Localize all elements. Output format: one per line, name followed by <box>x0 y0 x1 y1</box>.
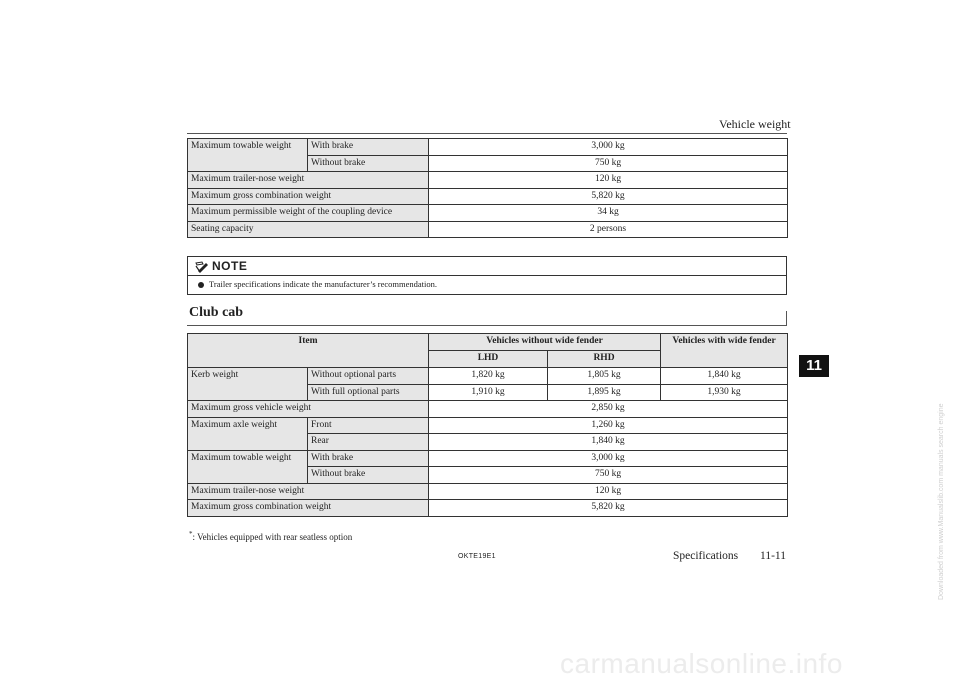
table-row <box>188 483 788 500</box>
row-label: Seating capacity <box>188 221 429 238</box>
row-sublabel: Rear <box>308 434 429 451</box>
note-item <box>198 279 437 289</box>
table-row <box>188 172 788 189</box>
row-label: Maximum axle weight <box>188 417 308 450</box>
row-label: Maximum trailer-nose weight <box>188 172 429 189</box>
watermark-text: carmanualsonline.info <box>560 648 843 679</box>
club-cab-table <box>187 333 788 517</box>
header-item: Item <box>188 334 429 368</box>
row-sublabel: With full optional parts <box>308 384 429 401</box>
club-cab-title: Club cab <box>189 305 244 320</box>
row-label: Maximum trailer-nose weight <box>188 483 429 500</box>
cell-lhd: 1,820 kg <box>429 368 548 385</box>
club-cab-rule <box>187 325 787 326</box>
table-row <box>188 368 788 385</box>
row-label: Maximum towable weight <box>188 139 308 172</box>
table-row <box>188 221 788 238</box>
cell-wide: 1,930 kg <box>661 384 788 401</box>
row-value: 120 kg <box>429 483 788 500</box>
row-value: 5,820 kg <box>429 500 788 517</box>
row-value: 750 kg <box>429 467 788 484</box>
header-without-wide-fender: Vehicles without wide fender <box>429 334 661 351</box>
chapter-name: Specifications <box>673 550 739 562</box>
row-sublabel: With brake <box>308 139 429 156</box>
footnote <box>189 530 352 542</box>
note-item-text: Trailer specifications indicate the manufacturer’s recommendation. <box>209 279 438 289</box>
table-header-row <box>188 334 788 351</box>
cell-lhd: 1,910 kg <box>429 384 548 401</box>
section-title: Vehicle weight <box>719 117 791 131</box>
table-row <box>188 500 788 517</box>
row-value: 1,840 kg <box>429 434 788 451</box>
row-sublabel: Without optional parts <box>308 368 429 385</box>
bullet-icon <box>198 282 204 288</box>
table-row <box>188 401 788 418</box>
row-value: 2 persons <box>429 221 788 238</box>
row-value: 3,000 kg <box>429 139 788 156</box>
chapter-tab: 11 <box>799 355 829 377</box>
header-rule <box>187 133 787 134</box>
cell-rhd: 1,805 kg <box>548 368 661 385</box>
row-sublabel: Without brake <box>308 467 429 484</box>
header-with-wide-fender: Vehicles with wide fender <box>661 334 788 368</box>
row-label: Maximum towable weight <box>188 450 308 483</box>
row-value: 750 kg <box>429 155 788 172</box>
row-sublabel: Front <box>308 417 429 434</box>
note-box <box>187 256 787 295</box>
page-number: 11-11 <box>760 550 786 562</box>
row-value: 5,820 kg <box>429 188 788 205</box>
row-value: 120 kg <box>429 172 788 189</box>
row-value: 3,000 kg <box>429 450 788 467</box>
cell-wide: 1,840 kg <box>661 368 788 385</box>
footnote-text: : Vehicles equipped with rear seatless option <box>192 532 353 542</box>
row-sublabel: Without brake <box>308 155 429 172</box>
row-value: 34 kg <box>429 205 788 222</box>
club-cab-rule-end <box>786 311 787 325</box>
top-spec-table <box>187 138 788 238</box>
row-label: Maximum gross combination weight <box>188 188 429 205</box>
note-heading: NOTE <box>212 259 248 273</box>
header-rhd: RHD <box>548 351 661 368</box>
row-value: 1,260 kg <box>429 417 788 434</box>
row-label: Maximum permissible weight of the coupling device <box>188 205 429 222</box>
document-code: OKTE19E1 <box>458 553 496 560</box>
table-row <box>188 450 788 467</box>
footnote-mark: * <box>189 530 193 538</box>
note-pencil-icon <box>195 260 209 272</box>
row-value: 2,850 kg <box>429 401 788 418</box>
table-row <box>188 417 788 434</box>
table-row <box>188 139 788 156</box>
row-label: Maximum gross vehicle weight <box>188 401 429 418</box>
row-label: Maximum gross combination weight <box>188 500 429 517</box>
note-header <box>188 257 786 276</box>
row-sublabel: With brake <box>308 450 429 467</box>
side-watermark-text: Downloaded from www.Manualslib.com manuals search engine <box>938 403 945 600</box>
cell-rhd: 1,895 kg <box>548 384 661 401</box>
row-label: Kerb weight <box>188 368 308 401</box>
header-lhd: LHD <box>429 351 548 368</box>
table-row <box>188 188 788 205</box>
table-row <box>188 205 788 222</box>
